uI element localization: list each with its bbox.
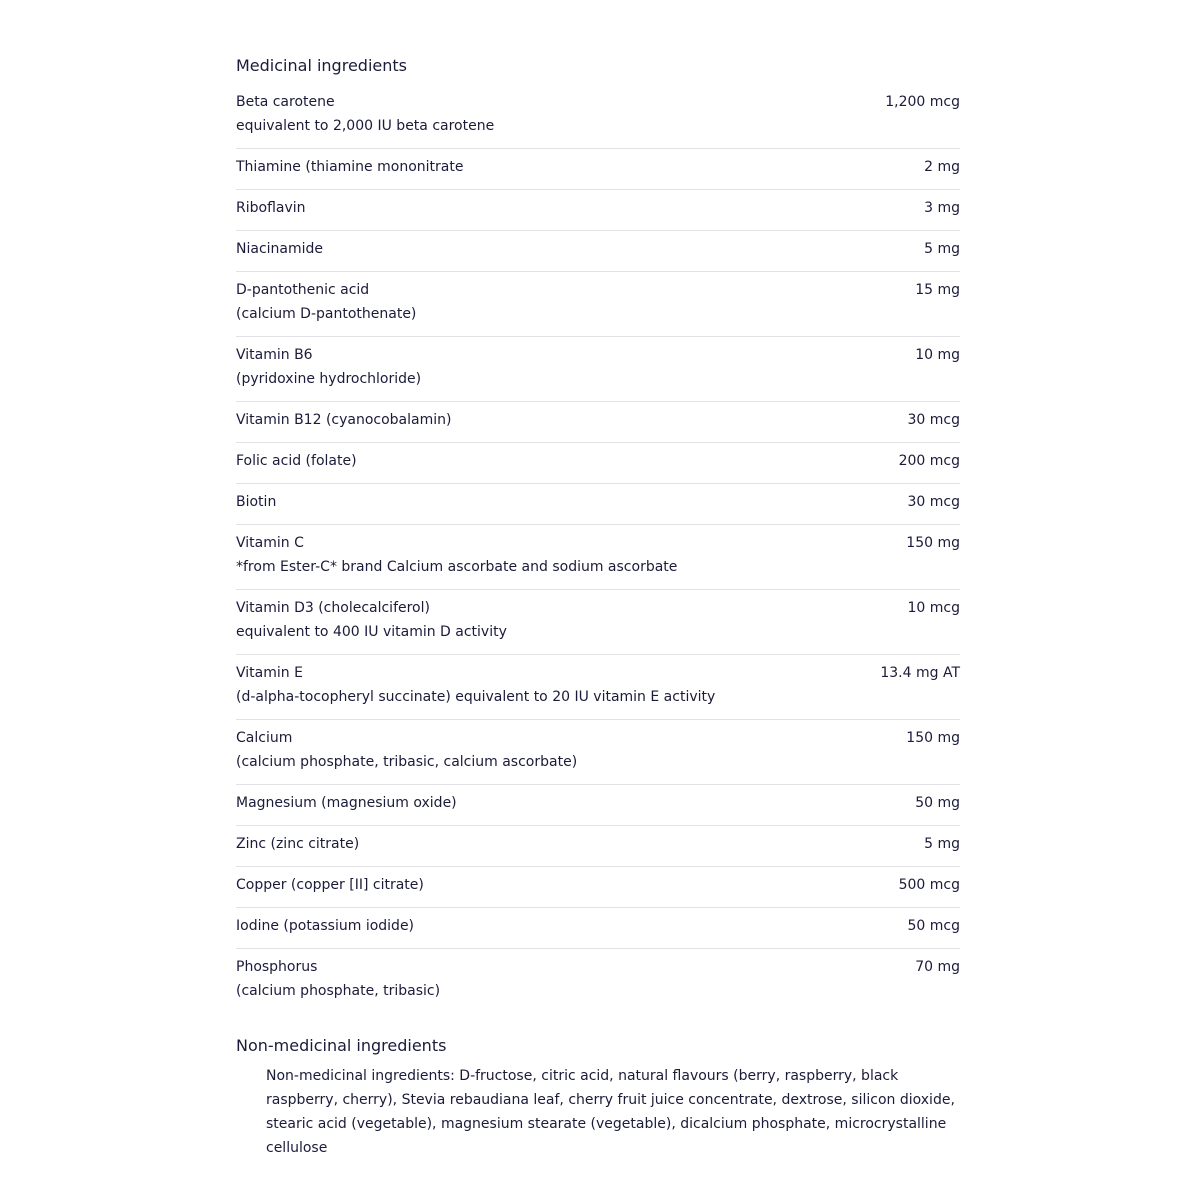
- ingredient-name-cell: [236, 343, 421, 391]
- ingredient-row: [236, 443, 960, 484]
- ingredient-description: *from Ester-C* brand Calcium ascorbate and sodium ascorbate: [236, 559, 678, 575]
- medicinal-ingredients-table: [236, 90, 960, 1014]
- ingredient-row: [236, 655, 960, 720]
- ingredient-name: Beta carotene: [236, 94, 335, 110]
- ingredient-name-cell: [236, 531, 677, 579]
- ingredient-row: [236, 337, 960, 402]
- ingredient-amount: 500 mcg: [898, 877, 960, 893]
- ingredient-name-cell: [236, 278, 416, 326]
- ingredient-name: Copper (copper [II] citrate): [236, 877, 424, 893]
- ingredient-name: Folic acid (folate): [236, 453, 357, 469]
- ingredient-row: [236, 231, 960, 272]
- ingredient-name: Vitamin B12 (cyanocobalamin): [236, 412, 452, 428]
- ingredient-name: Vitamin E: [236, 665, 303, 681]
- ingredient-amount: 70 mg: [915, 959, 960, 975]
- non-medicinal-ingredients-text: Non-medicinal ingredients: D-fructose, citric acid, natural flavours (berry, raspberry, black raspberry, cherry), Stevia rebaudiana leaf, cherry fruit juice concentrate, dextrose, silicon dioxide, stearic acid (vegetable), magnesium stearate (vegetable), dicalcium phosphate, microcrystalline cellulose: [266, 1068, 955, 1156]
- ingredient-amount: 5 mg: [924, 836, 960, 852]
- ingredient-description: (calcium phosphate, tribasic): [236, 983, 441, 999]
- ingredient-name-cell: [236, 155, 463, 179]
- ingredient-name: Vitamin D3 (cholecalciferol): [236, 600, 430, 616]
- ingredient-amount: 150 mg: [906, 730, 960, 746]
- medicinal-ingredients-section: [236, 54, 960, 1014]
- ingredient-description: equivalent to 2,000 IU beta carotene: [236, 118, 495, 134]
- ingredient-amount: 10 mg: [915, 347, 960, 363]
- ingredient-name: Riboflavin: [236, 200, 306, 216]
- ingredient-row: [236, 826, 960, 867]
- ingredient-description: (d-alpha-tocopheryl succinate) equivalent to 20 IU vitamin E activity: [236, 689, 716, 705]
- ingredient-amount: 50 mg: [915, 795, 960, 811]
- ingredient-name: Calcium: [236, 730, 293, 746]
- ingredient-name-cell: [236, 596, 507, 644]
- ingredient-row: [236, 867, 960, 908]
- medicinal-ingredients-title: Medicinal ingredients: [236, 56, 407, 75]
- ingredient-name: Vitamin C: [236, 535, 304, 551]
- ingredient-name: Thiamine (thiamine mononitrate: [236, 159, 464, 175]
- ingredient-name: Vitamin B6: [236, 347, 313, 363]
- ingredient-name: Zinc (zinc citrate): [236, 836, 360, 852]
- ingredient-name: Niacinamide: [236, 241, 324, 257]
- ingredient-description: equivalent to 400 IU vitamin D activity: [236, 624, 507, 640]
- ingredient-name-cell: [236, 726, 577, 774]
- ingredient-name-cell: [236, 661, 715, 709]
- non-medicinal-ingredients-title: Non-medicinal ingredients: [236, 1036, 447, 1055]
- ingredient-name: Magnesium (magnesium oxide): [236, 795, 457, 811]
- ingredient-amount: 1,200 mcg: [885, 94, 960, 110]
- ingredient-row: [236, 90, 960, 149]
- ingredient-row: [236, 720, 960, 785]
- ingredient-name: Iodine (potassium iodide): [236, 918, 415, 934]
- ingredient-amount: 50 mcg: [907, 918, 960, 934]
- ingredient-name-cell: [236, 955, 440, 1003]
- ingredient-name-cell: [236, 791, 457, 815]
- ingredient-name-cell: [236, 914, 414, 938]
- ingredient-description: (pyridoxine hydrochloride): [236, 371, 422, 387]
- ingredient-amount: 200 mcg: [898, 453, 960, 469]
- ingredient-amount: 13.4 mg AT: [880, 665, 960, 681]
- ingredient-amount: 3 mg: [924, 200, 960, 216]
- ingredient-row: [236, 590, 960, 655]
- ingredient-amount: 30 mcg: [907, 412, 960, 428]
- ingredient-amount: 5 mg: [924, 241, 960, 257]
- ingredient-name-cell: [236, 873, 424, 897]
- ingredient-description: (calcium phosphate, tribasic, calcium ascorbate): [236, 754, 578, 770]
- ingredient-name-cell: [236, 196, 306, 220]
- ingredient-row: [236, 272, 960, 337]
- ingredient-row: [236, 908, 960, 949]
- ingredient-description: (calcium D-pantothenate): [236, 306, 417, 322]
- ingredient-amount: 30 mcg: [907, 494, 960, 510]
- ingredient-amount: 2 mg: [924, 159, 960, 175]
- ingredient-row: [236, 402, 960, 443]
- ingredient-row: [236, 190, 960, 231]
- ingredient-name: D-pantothenic acid: [236, 282, 370, 298]
- ingredient-row: [236, 149, 960, 190]
- ingredient-name-cell: [236, 408, 451, 432]
- ingredient-row: [236, 949, 960, 1014]
- ingredient-row: [236, 525, 960, 590]
- ingredient-name-cell: [236, 490, 276, 514]
- ingredient-name: Biotin: [236, 494, 277, 510]
- ingredient-name-cell: [236, 832, 359, 856]
- ingredient-row: [236, 484, 960, 525]
- ingredient-name: Phosphorus: [236, 959, 318, 975]
- ingredient-amount: 10 mcg: [907, 600, 960, 616]
- ingredient-amount: 150 mg: [906, 535, 960, 551]
- ingredient-name-cell: [236, 237, 323, 261]
- ingredient-amount: 15 mg: [915, 282, 960, 298]
- ingredient-name-cell: [236, 90, 494, 138]
- non-medicinal-ingredients-section: [236, 1034, 960, 1160]
- ingredient-name-cell: [236, 449, 357, 473]
- ingredient-row: [236, 785, 960, 826]
